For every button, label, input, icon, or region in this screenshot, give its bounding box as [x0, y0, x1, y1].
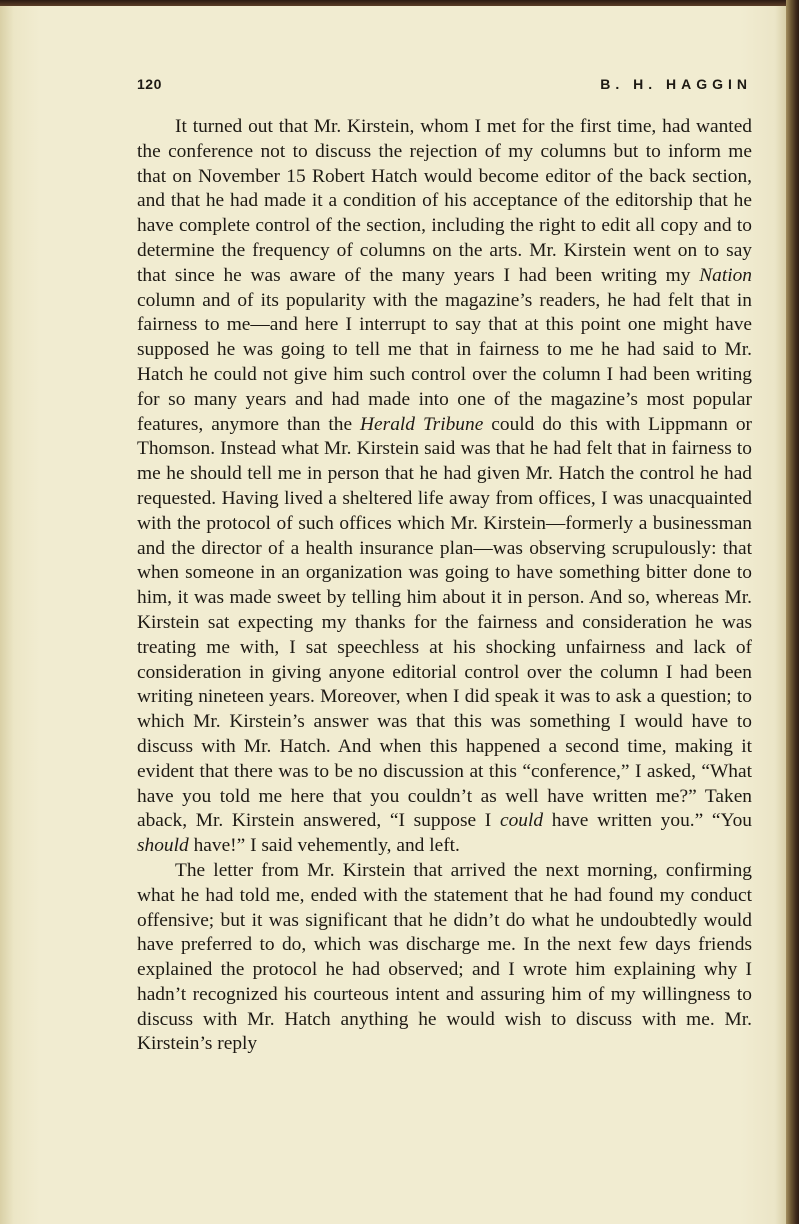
italic-text: should [137, 835, 189, 857]
text-run: could do this with Lippmann or Thomson. Instead what Mr. Kirstein said was that he had felt that in fairness to me he should tell me in person that he had given Mr. Hatch the control he had requested. Having lived a sheltered life away from offices, I was unacquainted with the protocol of such offices which Mr. Kirstein—formerly a businessman and the director of a health insurance plan—was observing scrupulously: that when someone in an organization was going to have something bitter done to him, it was made sweet by telling him about it in person. And so, whereas Mr. Kirstein sat expecting my thanks for the fairness and consideration he was treating me with, I sat speechless at his shocking unfairness and lack of consideration in giving anyone editorial control over the column I had been writing nineteen years. Moreover, when I did speak it was to ask a question; to which Mr. Kirstein’s answer was that this was something I would have to discuss with Mr. Hatch. And when this happened a second time, making it evident that there was to be no discussion at this “conference,” I asked, “What have you told me here that you couldn’t as well have written me?” Taken aback, Mr. Kirstein answered, “I suppose I [137, 413, 753, 832]
italic-text: Herald Tribune [360, 413, 484, 435]
italic-text: Nation [699, 264, 752, 286]
body-text [137, 115, 752, 1057]
book-spine-edge [786, 0, 799, 1224]
text-run: The letter from Mr. Kirstein that arrived the next morning, confirming what he had told me, ended with the statement that he had found my conduct offensive; but it was significant that he didn’t do what he undoubtedly would have preferred to do, which was discharge me. In the next few days friends explained the protocol he had observed; and I wrote him explaining why I hadn’t recognized his courteous intent and assuring him of my willingness to discuss with Mr. Hatch anything he would wish to discuss with me. Mr. Kirstein’s reply [137, 859, 752, 1055]
text-run: It turned out that Mr. Kirstein, whom I met for the first time, had wanted the conference not to discuss the rejection of my columns but to inform me that on November 15 Robert Hatch would become editor of the back section, and that he had made it a condition of his acceptance of the editorship that he have complete control of the section, including the right to edit all copy and to determine the frequency of columns on the arts. Mr. Kirstein went on to say that since he was aware of the many years I had been writing my [137, 116, 752, 286]
paragraph [137, 859, 752, 1057]
text-run: column and of its popularity with the magazine’s readers, he had felt that in fairness to me—and here I interrupt to say that at this point one might have supposed he was going to tell me that in fairness to me he had said to Mr. Hatch he could not give him such control over the column I had been writing for so many years and had made into one of the magazine’s most popular features, anymore than the [137, 289, 752, 435]
page-header [137, 76, 752, 98]
running-head-author: B. H. HAGGIN [600, 76, 752, 92]
paragraph [137, 115, 752, 859]
italic-text: could [499, 810, 544, 832]
text-run: have!” I said vehemently, and left. [188, 835, 460, 857]
page-number: 120 [137, 76, 162, 92]
text-run: have written you.” “You [543, 810, 752, 832]
